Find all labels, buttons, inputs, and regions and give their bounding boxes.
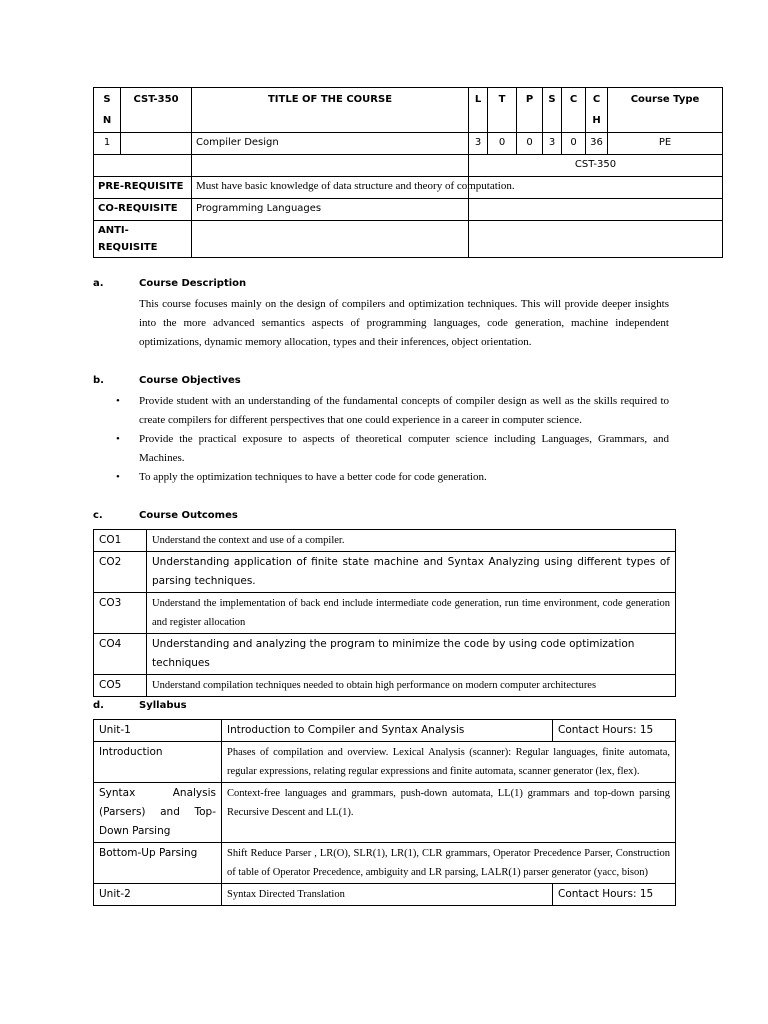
syllabus-topic: Introduction: [94, 742, 222, 783]
course-code-cell: [121, 133, 192, 155]
table-row: [94, 884, 676, 906]
course-title: Compiler Design: [192, 133, 469, 155]
table-row: [94, 783, 676, 843]
corequisite-row: [94, 199, 723, 221]
table-row: [94, 843, 676, 884]
co-code: CO1: [94, 530, 147, 552]
syllabus-table: [93, 719, 676, 906]
unit-2-name: Unit-2: [94, 884, 222, 906]
description-text: This course focuses mainly on the design of compilers and optimization techniques. This will provide deeper insights into the more advanced semantics aspects of programming languages, code generation, machine independent optimizations, dynamic memory allocation, types and their inferences, object orientation.: [139, 298, 669, 348]
table-row: [94, 552, 676, 593]
antirequisite-label: ANTI-REQUISITE: [94, 221, 192, 258]
course-table-header-row: [94, 88, 723, 133]
co-text: Understanding and analyzing the program to minimize the code by using code optimization techniques: [147, 634, 676, 675]
objectives-heading: b. Course Objectives: [93, 375, 241, 386]
co-code: CO3: [94, 593, 147, 634]
prerequisite-row: [94, 177, 723, 199]
co-code: CO5: [94, 675, 147, 697]
co-code: CO2: [94, 552, 147, 593]
prerequisite-value: Must have basic knowledge of data structure and theory of computation.: [192, 177, 469, 199]
self-study-header: S: [543, 88, 562, 133]
unit-1-name: Unit-1: [94, 720, 222, 742]
syllabus-heading: d. Syllabus: [93, 700, 187, 711]
table-row: [94, 742, 676, 783]
unit-1-title: Introduction to Compiler and Syntax Analysis: [222, 720, 553, 742]
prerequisite-label: PRE-REQUISITE: [94, 177, 192, 199]
syllabus-content: Phases of compilation and overview. Lexical Analysis (scanner): Regular languages, finite automata, regular expressions, relating regular expressions and finite automata, scanner generator (lex, flex).: [222, 742, 676, 783]
course-p: 0: [517, 133, 543, 155]
tutorial-header: T: [488, 88, 517, 133]
outcomes-table: [93, 529, 676, 697]
co-code: CO4: [94, 634, 147, 675]
co-text: Understand the implementation of back end include intermediate code generation, run time environment, code generation and register allocation: [147, 593, 676, 634]
syllabus-content: Shift Reduce Parser , LR(O), SLR(1), LR(1), CLR grammars, Operator Precedence Parser, Construction of table of Operator Precedence, ambiguity and LR parsing, LALR(1) parser generator (yacc, bison): [222, 843, 676, 884]
course-t: 0: [488, 133, 517, 155]
unit-2-title: Syntax Directed Translation: [222, 884, 553, 906]
unit-2-hours: Contact Hours: 15: [553, 884, 676, 906]
course-code-row: [94, 155, 723, 177]
co-text: Understand compilation techniques needed to obtain high performance on modern computer architectures: [147, 675, 676, 697]
course-code-value: CST-350: [469, 155, 723, 177]
list-item: • Provide student with an understanding of the fundamental concepts of compiler design as well as the skills required to create compilers for different perspectives that one could experience in a career in computer science.: [139, 392, 669, 430]
list-item: • Provide the practical exposure to aspects of theoretical computer science including Languages, Grammars, and Machines.: [139, 430, 669, 468]
syllabus-topic: Bottom-Up Parsing: [94, 843, 222, 884]
contact-hours-header: C H: [586, 88, 608, 133]
corequisite-label: CO-REQUISITE: [94, 199, 192, 221]
table-row: [94, 634, 676, 675]
course-type: PE: [608, 133, 723, 155]
corequisite-value: Programming Languages: [192, 199, 469, 221]
co-text: Understanding application of finite state machine and Syntax Analyzing using different types of parsing techniques.: [147, 552, 676, 593]
course-s: 3: [543, 133, 562, 155]
unit-1-hours: Contact Hours: 15: [553, 720, 676, 742]
description-heading: a. Course Description: [93, 278, 247, 289]
syllabus-topic: Syntax Analysis (Parsers) and Top-Down Parsing: [94, 783, 222, 843]
course-c: 0: [562, 133, 586, 155]
course-sn: 1: [94, 133, 121, 155]
sn-header: S N: [94, 88, 121, 133]
outcomes-heading: c. Course Outcomes: [93, 510, 238, 521]
bullet-icon: •: [116, 395, 120, 407]
credits-header: C: [562, 88, 586, 133]
table-row: [94, 675, 676, 697]
bullet-icon: •: [116, 471, 120, 483]
course-l: 3: [469, 133, 488, 155]
table-row: [94, 530, 676, 552]
table-row: [94, 720, 676, 742]
co-text: Understand the context and use of a compiler.: [147, 530, 676, 552]
list-item: • To apply the optimization techniques to have a better code for code generation.: [139, 468, 669, 487]
course-type-header: Course Type: [608, 88, 723, 133]
antirequisite-row: [94, 221, 723, 258]
practical-header: P: [517, 88, 543, 133]
lecture-header: L: [469, 88, 488, 133]
course-code-header: CST-350: [121, 88, 192, 133]
bullet-icon: •: [116, 433, 120, 445]
syllabus-content: Context-free languages and grammars, push-down automata, LL(1) grammars and top-down parsing Recursive Descent and LL(1).: [222, 783, 676, 843]
course-ch: 36: [586, 133, 608, 155]
table-row: [94, 593, 676, 634]
course-info-table: [93, 87, 723, 258]
course-title-header: TITLE OF THE COURSE: [192, 88, 469, 133]
course-row: [94, 133, 723, 155]
objectives-list: [116, 392, 669, 487]
antirequisite-value: [192, 221, 469, 258]
